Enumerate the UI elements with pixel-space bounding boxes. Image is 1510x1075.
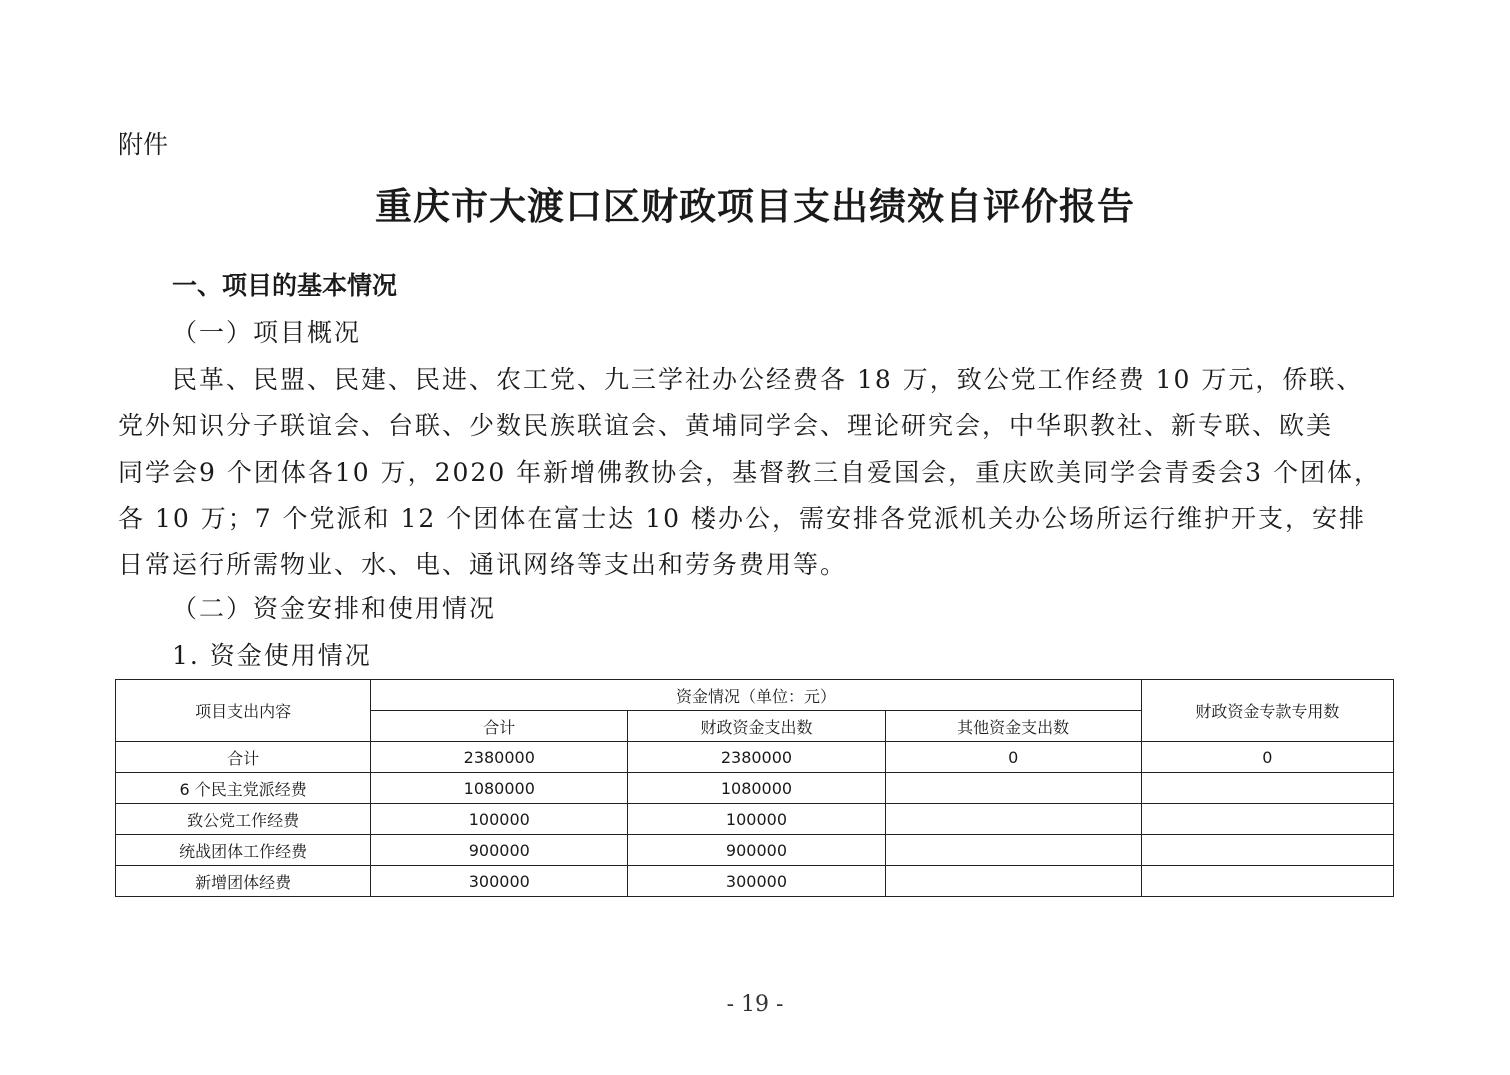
paragraph-line: 日常运行所需物业、水、电、通讯网络等支出和劳务费用等。 bbox=[118, 550, 848, 579]
subsection-heading-overview: （一）项目概况 bbox=[172, 318, 362, 347]
cell-other bbox=[885, 773, 1141, 804]
subsection-heading-funds: （二）资金安排和使用情况 bbox=[172, 594, 497, 623]
header-other: 其他资金支出数 bbox=[885, 711, 1141, 742]
paragraph-line: 同学会9 个团体各10 万，2020 年新增佛教协会，基督教三自爱国会，重庆欧美同学会青委会3 个团体， bbox=[118, 458, 1382, 487]
cell-fiscal: 1080000 bbox=[628, 773, 885, 804]
attachment-label: 附件 bbox=[118, 130, 169, 159]
cell-other bbox=[885, 866, 1141, 897]
page-number: - 19 - bbox=[726, 992, 784, 1017]
cell-item: 合计 bbox=[116, 742, 371, 773]
cell-item: 新增团体经费 bbox=[116, 866, 371, 897]
cell-total: 2380000 bbox=[371, 742, 628, 773]
cell-other bbox=[885, 804, 1141, 835]
header-total: 合计 bbox=[371, 711, 628, 742]
section-heading-basic-info: 一、项目的基本情况 bbox=[172, 271, 398, 300]
cell-total: 900000 bbox=[371, 835, 628, 866]
table-row bbox=[116, 804, 1394, 835]
table-header-row bbox=[116, 680, 1394, 711]
header-funds-group: 资金情况（单位：元） bbox=[371, 680, 1142, 711]
cell-item: 统战团体工作经费 bbox=[116, 835, 371, 866]
paragraph-line: 党外知识分子联谊会、台联、少数民族联谊会、黄埔同学会、理论研究会，中华职教社、新专联、欧美 bbox=[118, 411, 1334, 440]
cell-item: 6 个民主党派经费 bbox=[116, 773, 371, 804]
cell-other: 0 bbox=[885, 742, 1141, 773]
cell-other bbox=[885, 835, 1141, 866]
paragraph-line: 各 10 万；7 个党派和 12 个团体在富士达 10 楼办公，需安排各党派机关办公场所运行维护开支，安排 bbox=[118, 504, 1366, 533]
fund-usage-table bbox=[115, 679, 1394, 897]
header-item: 项目支出内容 bbox=[116, 680, 371, 742]
table-row bbox=[116, 866, 1394, 897]
document-title: 重庆市大渡口区财政项目支出绩效自评价报告 bbox=[375, 184, 1135, 228]
table-row bbox=[116, 773, 1394, 804]
cell-item: 致公党工作经费 bbox=[116, 804, 371, 835]
cell-fiscal: 300000 bbox=[628, 866, 885, 897]
cell-fiscal: 100000 bbox=[628, 804, 885, 835]
cell-special bbox=[1141, 773, 1393, 804]
item-heading-fund-usage: 1. 资金使用情况 bbox=[172, 641, 372, 670]
header-fiscal: 财政资金支出数 bbox=[628, 711, 885, 742]
cell-special bbox=[1141, 866, 1393, 897]
cell-special bbox=[1141, 835, 1393, 866]
cell-total: 300000 bbox=[371, 866, 628, 897]
cell-special bbox=[1141, 804, 1393, 835]
paragraph-line: 民革、民盟、民建、民进、农工党、九三学社办公经费各 18 万，致公党工作经费 10 万元，侨联、 bbox=[172, 365, 1364, 394]
cell-fiscal: 900000 bbox=[628, 835, 885, 866]
header-special: 财政资金专款专用数 bbox=[1141, 680, 1393, 742]
cell-total: 100000 bbox=[371, 804, 628, 835]
table-row bbox=[116, 742, 1394, 773]
cell-total: 1080000 bbox=[371, 773, 628, 804]
cell-special: 0 bbox=[1141, 742, 1393, 773]
cell-fiscal: 2380000 bbox=[628, 742, 885, 773]
table-row bbox=[116, 835, 1394, 866]
